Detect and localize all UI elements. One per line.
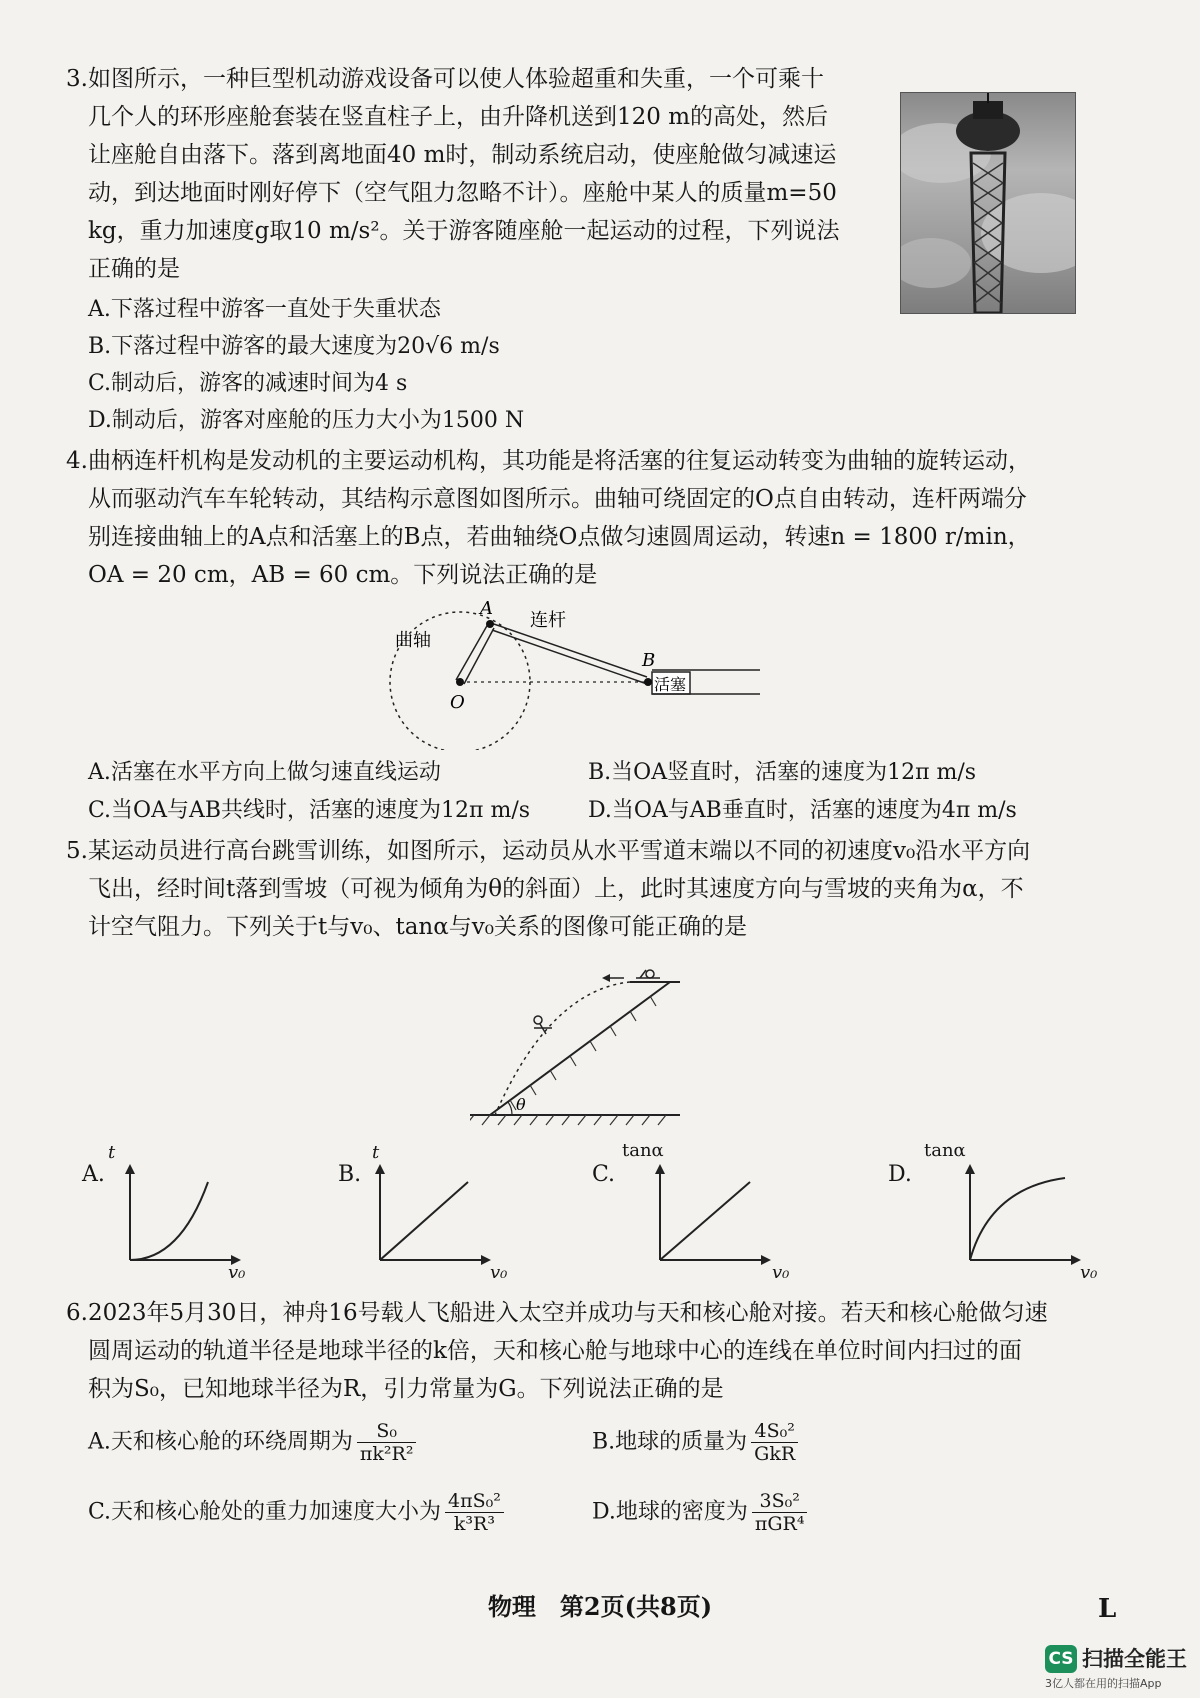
- label-crank: 曲轴: [395, 630, 431, 651]
- q6-option-d-den: πGR⁴: [754, 1513, 805, 1535]
- graph-c-ylabel: tanα: [622, 1140, 664, 1161]
- footer-mark: L: [1098, 1594, 1117, 1624]
- graph-d-y-arrow-icon: [965, 1164, 975, 1174]
- q4-line-4: OA = 20 cm，AB = 60 cm。下列说法正确的是: [88, 562, 598, 588]
- camscanner-tagline: 3亿人都在用的扫描App: [1045, 1677, 1162, 1690]
- graph-d: [950, 1150, 1100, 1280]
- connecting-rod: [488, 622, 650, 685]
- point-b: [644, 678, 652, 686]
- crank-diagram: [380, 600, 780, 750]
- q3-line-4: 动，到达地面时刚好停下（空气阻力忽略不计）。座舱中某人的质量m=50: [88, 180, 837, 206]
- camscanner-name: 扫描全能王: [1082, 1647, 1187, 1671]
- q5-line-1: 5.某运动员进行高台跳雪训练，如图所示，运动员从水平雪道末端以不同的初速度v₀沿水平方向: [66, 838, 1031, 864]
- point-a: [486, 620, 494, 628]
- angle-arc: [508, 1102, 512, 1115]
- q6-option-c-text: C.天和核心舱处的重力加速度大小为: [88, 1499, 442, 1525]
- q6-option-c: [88, 1490, 504, 1535]
- q3-option-a: A.下落过程中游客一直处于失重状态: [88, 297, 441, 322]
- q3-line-6: 正确的是: [88, 256, 180, 282]
- label-rod: 连杆: [530, 610, 566, 631]
- q3-line-5: kg，重力加速度g取10 m/s²。关于游客随座舱一起运动的过程，下列说法: [88, 218, 840, 244]
- point-o: [456, 678, 464, 686]
- q6-option-a-fraction: [357, 1420, 417, 1465]
- graph-c-line: [660, 1182, 750, 1260]
- q6-option-b-fraction: [751, 1420, 798, 1465]
- q4-line-2: 从而驱动汽车车轮转动，其结构示意图如图所示。曲轴可绕固定的O点自由转动，连杆两端分: [88, 486, 1027, 512]
- q4-option-c: C.当OA与AB共线时，活塞的速度为12π m/s: [88, 798, 531, 823]
- graph-b-option: B.: [338, 1162, 362, 1187]
- graph-a-ylabel: t: [108, 1142, 116, 1163]
- graph-a-curve: [130, 1182, 208, 1260]
- graph-a-xlabel: v₀: [228, 1262, 246, 1283]
- label-piston: 活塞: [654, 675, 687, 694]
- graph-b-ylabel: t: [372, 1142, 380, 1163]
- graph-c-option: C.: [592, 1162, 616, 1187]
- q6-option-a: [88, 1420, 416, 1465]
- q6-line-2: 圆周运动的轨道半径是地球半径的k倍，天和核心舱与地球中心的连线在单位时间内扫过的面: [88, 1338, 1022, 1364]
- graph-d-xlabel: v₀: [1080, 1262, 1098, 1283]
- ski-jump-diagram: [470, 950, 690, 1130]
- q6-option-b: [592, 1420, 798, 1465]
- q5-line-3: 计空气阻力。下列关于t与v₀、tanα与v₀关系的图像可能正确的是: [88, 914, 747, 940]
- q6-line-3: 积为S₀，已知地球半径为R，引力常量为G。下列说法正确的是: [88, 1376, 724, 1402]
- camscanner-logo-icon: CS: [1045, 1645, 1077, 1673]
- q6-option-d: [592, 1490, 807, 1535]
- q6-option-d-fraction: [752, 1490, 808, 1535]
- q4-line-3: 别连接曲轴上的A点和活塞上的B点，若曲轴绕O点做匀速圆周运动，转速n = 1800 r/min，: [88, 524, 1031, 550]
- graph-b: [360, 1150, 510, 1280]
- graph-c-y-arrow-icon: [655, 1164, 665, 1174]
- q5-line-2: 飞出，经时间t落到雪坡（可视为倾角为θ的斜面）上，此时其速度方向与雪坡的夹角为α，不: [88, 876, 1024, 902]
- page-footer: 物理 第2页(共8页): [487, 1592, 713, 1621]
- skier-top-icon: [636, 970, 660, 978]
- q6-option-c-num: 4πS₀²: [445, 1490, 504, 1513]
- graph-b-line: [380, 1182, 468, 1260]
- graph-b-xlabel: v₀: [490, 1262, 508, 1283]
- drop-tower-photo: [900, 92, 1076, 314]
- graph-a: [110, 1150, 260, 1280]
- crank-arm: [456, 624, 494, 684]
- graph-c-xlabel: v₀: [772, 1262, 790, 1283]
- graph-c-x-arrow-icon: [761, 1255, 771, 1265]
- q3-option-d: D.制动后，游客对座舱的压力大小为1500 N: [88, 408, 525, 433]
- skier-midair-icon: [534, 1016, 552, 1034]
- q3-option-b: B.下落过程中游客的最大速度为20√6 m/s: [88, 334, 500, 359]
- graph-d-option: D.: [888, 1162, 912, 1187]
- graph-b-y-arrow-icon: [375, 1164, 385, 1174]
- graph-d-curve: [970, 1178, 1065, 1260]
- q6-option-b-text: B.地球的质量为: [592, 1429, 748, 1455]
- ground-hatch: [470, 1115, 666, 1125]
- q3-option-c: C.制动后，游客的减速时间为4 s: [88, 371, 408, 396]
- graph-d-ylabel: tanα: [924, 1140, 966, 1161]
- q6-option-a-den: πk²R²: [359, 1443, 414, 1465]
- theta-label: θ: [516, 1095, 526, 1114]
- label-o: O: [450, 692, 465, 713]
- q6-option-b-den: GkR: [754, 1443, 796, 1465]
- q6-option-d-num: 3S₀²: [752, 1490, 808, 1513]
- q6-option-b-num: 4S₀²: [751, 1420, 798, 1443]
- q3-line-1: 3.如图所示，一种巨型机动游戏设备可以使人体验超重和失重，一个可乘十: [66, 66, 824, 92]
- q4-line-1: 4.曲柄连杆机构是发动机的主要运动机构，其功能是将活塞的往复运动转变为曲轴的旋转运动，: [66, 448, 1031, 474]
- q4-option-b: B.当OA竖直时，活塞的速度为12π m/s: [588, 760, 977, 785]
- q4-option-d: D.当OA与AB垂直时，活塞的速度为4π m/s: [588, 798, 1017, 823]
- q6-option-a-text: A.天和核心舱的环绕周期为: [88, 1429, 353, 1455]
- q3-line-2: 几个人的环形座舱套装在竖直柱子上，由升降机送到120 m的高处，然后: [88, 104, 829, 130]
- q6-option-a-num: S₀: [357, 1420, 417, 1443]
- q6-line-1: 6.2023年5月30日，神舟16号载人飞船进入太空并成功与天和核心舱对接。若天和核心舱做匀速: [66, 1300, 1048, 1326]
- graph-a-option: A.: [82, 1162, 105, 1187]
- q3-line-3: 让座舱自由落下。落到离地面40 m时，制动系统启动，使座舱做匀减速运: [88, 142, 837, 168]
- q6-option-d-text: D.地球的密度为: [592, 1499, 748, 1525]
- graph-a-y-arrow-icon: [125, 1164, 135, 1174]
- label-b: B: [642, 650, 656, 671]
- graph-c: [640, 1150, 790, 1280]
- q6-option-c-den: k³R³: [453, 1513, 495, 1535]
- arrowhead-icon: [602, 974, 610, 982]
- label-a: A: [480, 600, 493, 619]
- q6-option-c-fraction: [445, 1490, 504, 1535]
- slope-hatch: [510, 996, 656, 1110]
- q4-option-a: A.活塞在水平方向上做匀速直线运动: [88, 760, 441, 785]
